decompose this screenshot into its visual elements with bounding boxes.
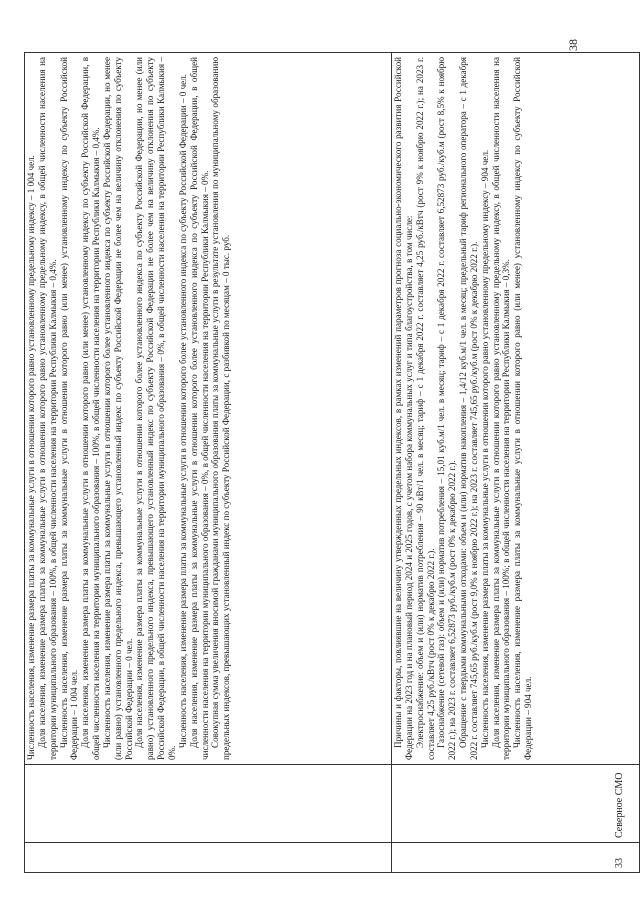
table-row: [392, 53, 640, 873]
paragraph: Причины и факторы, повлиявшие на величину утвержденных предельных индексов, в рамках изменений параметров прогноза социально-экономического развития Российской Федерации на 2023 год и на плановый период 2024 и 2025 годов, с учетом набора коммунальных услуг и типа благоустройства, в том числе:: [393, 57, 414, 760]
paragraph: Газоснабжение (сетевой газ): объем и (или) норматив потребления – 15,01 куб.м/1 чел. в месяц; тариф – с 1 декабря 2022 г. составляет 6,52873 руб./куб.м (рост 8,5% к ноябрю 2022 г.); на 2023 г. составляет 6,52873 руб./куб.м (рост 0% к декабрю 2022 г.).: [436, 57, 458, 760]
paragraph: Доля населения, изменение размера платы за коммунальные услуги в отношении которого равно установленному предельному индексу, в общей численности населения на территории муниципального образования – 100%, в общей численности населения на территории Республики Калмыкия – 0,4%.: [36, 57, 58, 760]
document-table: [24, 52, 640, 873]
paragraph: Обращение с твердыми коммунальными отходами: объем и (или) норматив накопления – 1,4/12 куб.м/1 чел. в месяц; предельный тариф регионального оператора – с 1 декабря 2022 г. составляет 745,65 руб./куб.м (рост 9,0% к ноябрю 2022 г.); на 2023 г. составляет 745,65 руб./куб.м (рост 0% к декабрю 2022 г.).: [458, 57, 479, 760]
paragraph: Численность населения, изменение размера платы за коммунальные услуги в отношении которого более установленного индекса по субъекту Российской Федерации – 0 чел.: [177, 73, 188, 748]
paragraph: Численность населения, изменение размера платы за коммунальные услуги в отношении которого равно установленному предельному индексу – 1 004 чел.: [26, 155, 36, 760]
paragraph: Доля населения, изменение размера платы за коммунальные услуги в отношении которого равно установленному предельному индексу, в общей численности населения на территории муниципального образования – 100%; в общей численности населения на территории Республики Калмыкия – 0,3%.: [490, 57, 512, 760]
description-cell: [25, 53, 392, 765]
paragraph: Доля населения, изменение размера платы за коммунальные услуги в отношении которого более установленного индекса по субъекту Российской Федерации, но менее (или равно) установленного предельного индекса, превышающего установленный индекс по субъекту Российской Федерации не более чем на величину отклонения по субъекту Российской Федерации, в общей численности населения на территории муниципального образования – 0%, в общей численности населения на территории Республики Калмыкия – 0%.: [134, 57, 177, 760]
paragraph: Доля населения, изменение размера платы за коммунальные услуги в отношении которого более установленного индекса по субъекту Российской Федерации, в общей численности населения на территории муниципального образования – 0%, в общей численности населения на территории Республики Калмыкия – 0%.: [188, 57, 210, 760]
municipality-name: Северное СМО: [392, 765, 640, 843]
paragraph: Доля населения, изменение размера платы за коммунальные услуги в отношении которого равно (или менее) установленному индексу по субъекту Российской Федерации, в общей численности населения на территории муниципального образования – 100%, в общей численности населения на территории Республики Калмыкия – 0,4%.: [80, 57, 102, 760]
paragraph: Численность населения, изменение размера платы за коммунальные услуги в отношении которого равно (или менее) установленному индексу по субъекту Российской Федерации – 904 чел.: [512, 57, 534, 760]
paragraph: Численность населения, изменение размера платы за коммунальные услуги в отношении которого более установленного индекса по субъекту Российской Федерации, но менее (или равно) установленного предельного индекса, превышающего установленный индекс по субъекту Российской Федерации не более чем на величину отклонения по субъекту Российской Федерации – 0 чел.: [101, 57, 134, 760]
paragraph: Численность населения, изменение размера платы за коммунальные услуги в отношении которого равно установленному предельному индексу – 904 чел.: [479, 149, 490, 748]
municipality-name: [25, 765, 392, 843]
paragraph: Электроснабжение: объем и (или) норматив потребления – 90 кВт/1 чел. в месяц; тариф – с 1 декабря 2022 г. составляет 4,25 руб./кВтч (рост 9% к ноябрю 2022 г.); на 2023 г. составляет 4,25 руб./кВтч (рост 0% к декабрю 2022 г.).: [414, 57, 436, 760]
paragraph: Численность населения, изменение размера платы за коммунальные услуги в отношении которого равно (или менее) установленному индексу по субъекту Российской Федерации – 1 004 чел.: [58, 57, 80, 760]
row-number: 33: [392, 843, 640, 873]
page-number: 38: [566, 39, 580, 51]
paragraph: Совокупная сумма увеличения вносимой гражданами муниципального образования платы за коммунальные услуги в результате установления по муниципальному образованию предельных индексов, превышающих установленный индекс по субъекту Российской Федерации, с разбивкой по месяцам – 0 тыс. руб.: [210, 57, 232, 760]
row-number: [25, 843, 392, 873]
table-row: [25, 53, 392, 873]
description-cell: [392, 53, 640, 765]
